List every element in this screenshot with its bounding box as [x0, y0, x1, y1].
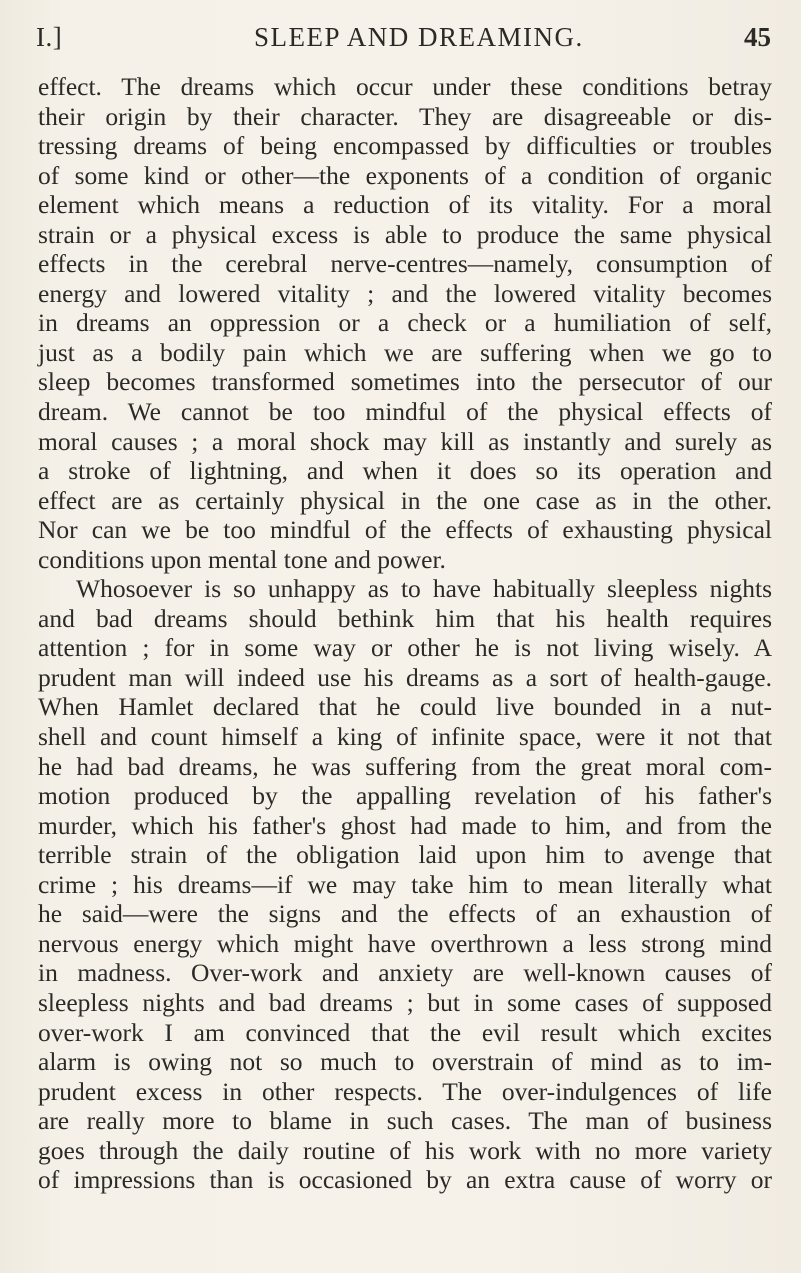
- chapter-number: I.]: [36, 22, 63, 52]
- text-line: When Hamlet declared that he could live bounded in a nut-: [38, 692, 772, 722]
- text-line: prudent man will indeed use his dreams as a sort of health-gauge.: [38, 662, 772, 692]
- text-line: he had bad dreams, he was suffering from the great moral com-: [38, 751, 772, 781]
- running-title: SLEEP AND DREAMING.: [254, 22, 584, 52]
- text-line: murder, which his father's ghost had made to him, and from the: [38, 810, 772, 840]
- text-line: just as a bodily pain which we are suffering when we go to: [38, 337, 772, 367]
- paragraph-start-line: Whosoever is so unhappy as to have habitually sleepless nights: [76, 574, 772, 604]
- text-line: a stroke of lightning, and when it does so its operation and: [38, 456, 772, 486]
- paragraph-end-line: conditions upon mental tone and power.: [38, 544, 446, 574]
- text-line: moral causes ; a moral shock may kill as instantly and surely as: [38, 426, 772, 456]
- text-line: energy and lowered vitality ; and the lowered vitality becomes: [38, 278, 772, 308]
- text-line: attention ; for in some way or other he is not living wisely. A: [38, 633, 772, 663]
- page-number: 45: [744, 22, 771, 52]
- text-line: effects in the cerebral nerve-centres—namely, consumption of: [38, 249, 772, 279]
- text-line: alarm is owing not so much to overstrain of mind as to im-: [38, 1047, 772, 1077]
- page-header: [36, 16, 771, 56]
- text-line: tressing dreams of being encompassed by difficulties or troubles: [38, 131, 772, 161]
- text-line: prudent excess in other respects. The over-indulgences of life: [38, 1076, 772, 1106]
- text-line: over-work I am convinced that the evil result which excites: [38, 1017, 772, 1047]
- text-line: of impressions than is occasioned by an extra cause of worry or: [38, 1165, 772, 1195]
- text-line: goes through the daily routine of his work with no more variety: [38, 1135, 772, 1165]
- text-line: shell and count himself a king of infinite space, were it not that: [38, 722, 772, 752]
- text-line: are really more to blame in such cases. The man of business: [38, 1106, 772, 1136]
- text-line: Nor can we be too mindful of the effects of exhausting physical: [38, 515, 772, 545]
- body-text: [38, 72, 772, 1195]
- text-line: crime ; his dreams—if we may take him to mean literally what: [38, 869, 772, 899]
- text-line: sleep becomes transformed sometimes into the persecutor of our: [38, 367, 772, 397]
- text-line: dream. We cannot be too mindful of the physical effects of: [38, 397, 772, 427]
- text-line: their origin by their character. They are disagreeable or dis-: [38, 101, 772, 131]
- text-line: motion produced by the appalling revelation of his father's: [38, 781, 772, 811]
- text-line: nervous energy which might have overthrown a less strong mind: [38, 928, 772, 958]
- text-line: sleepless nights and bad dreams ; but in some cases of supposed: [38, 987, 772, 1017]
- text-line: and bad dreams should bethink him that his health requires: [38, 603, 772, 633]
- text-line: he said—were the signs and the effects of an exhaustion of: [38, 899, 772, 929]
- text-line: effect. The dreams which occur under these conditions betray: [38, 72, 772, 101]
- text-line: in dreams an oppression or a check or a humiliation of self,: [38, 308, 772, 338]
- text-line: of some kind or other—the exponents of a condition of organic: [38, 160, 772, 190]
- text-line: element which means a reduction of its vitality. For a moral: [38, 190, 772, 220]
- text-line: in madness. Over-work and anxiety are well-known causes of: [38, 958, 772, 988]
- text-line: terrible strain of the obligation laid upon him to avenge that: [38, 840, 772, 870]
- text-line: effect are as certainly physical in the one case as in the other.: [38, 485, 772, 515]
- text-line: strain or a physical excess is able to produce the same physical: [38, 219, 772, 249]
